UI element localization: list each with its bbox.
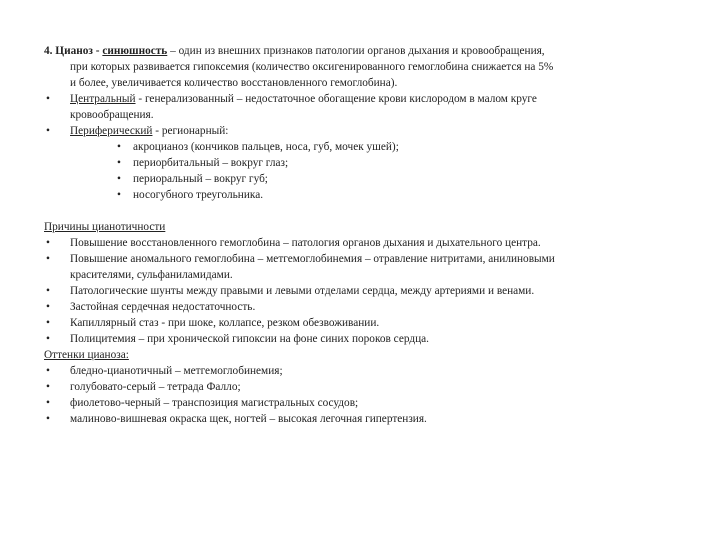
central-description: - генерализованный – недостаточное обогащение крови кислородом в малом круге — [135, 93, 537, 105]
cause-item: • Патологические шунты между правыми и левыми отделами сердца, между артериями и венами. — [44, 283, 684, 299]
cyanosis-definition-section — [44, 43, 684, 203]
heading-dash: - — [92, 45, 103, 57]
central-term: Центральный — [70, 93, 136, 105]
central-cyanosis-item — [44, 91, 684, 123]
shade-item: • голубовато-серый – тетрада Фалло; — [44, 379, 684, 395]
cause-item: • Полицитемия – при хронической гипоксии на фоне синих пороков сердца. — [44, 331, 684, 347]
heading-term-cyanosis: Цианоз — [55, 45, 93, 57]
cause-item: • Застойная сердечная недостаточность. — [44, 299, 684, 315]
cause-item: • Капиллярный стаз - при шоке, коллапсе, резком обезвоживании. — [44, 315, 684, 331]
cause-item: • Повышение восстановленного гемоглобина – патология органов дыхания и дыхательного центра. — [44, 235, 684, 251]
central-description-line-2: кровообращения. — [70, 109, 154, 121]
shades-title: Оттенки цианоза: — [44, 349, 129, 361]
section-number: 4. — [44, 45, 56, 57]
shade-item: • малиново-вишневая окраска щек, ногтей – высокая легочная гипертензия. — [44, 411, 684, 427]
peripheral-description: - регионарный: — [152, 125, 229, 137]
intro-text-line-1: – один из внешних признаков патологии органов дыхания и кровообращения, — [167, 45, 545, 57]
heading-term-synonym: синюшность — [102, 45, 168, 57]
causes-title: Причины цианотичности — [44, 221, 166, 233]
causes-section — [44, 219, 684, 427]
shade-item: • фиолетово-черный – транспозиция магистральных сосудов; — [44, 395, 684, 411]
peripheral-term: Периферический — [70, 125, 153, 137]
peripheral-subitem: • носогубного треугольника. — [44, 187, 684, 203]
intro-text-line-3: и более, увеличивается количество восстановленного гемоглобина). — [70, 77, 398, 89]
intro-text-line-2: при которых развивается гипоксемия (количество оксигенированного гемоглобина снижается на 5% — [70, 61, 554, 73]
cause-item-line: красителями, сульфаниламидами. — [70, 269, 233, 281]
peripheral-subitem: • периоральный – вокруг губ; — [44, 171, 684, 187]
shade-item: • бледно-цианотичный – метгемоглобинемия; — [44, 363, 684, 379]
cause-item — [44, 251, 684, 283]
peripheral-subitem: • периорбитальный – вокруг глаз; — [44, 155, 684, 171]
section-heading-line — [44, 43, 684, 59]
peripheral-subitem: • акроцианоз (кончиков пальцев, носа, губ, мочек ушей); — [44, 139, 684, 155]
peripheral-cyanosis-item — [44, 123, 684, 139]
cause-item-line: • Повышение аномального гемоглобина – метгемоглобинемия – отравление нитритами, анилиновыми — [70, 253, 555, 265]
